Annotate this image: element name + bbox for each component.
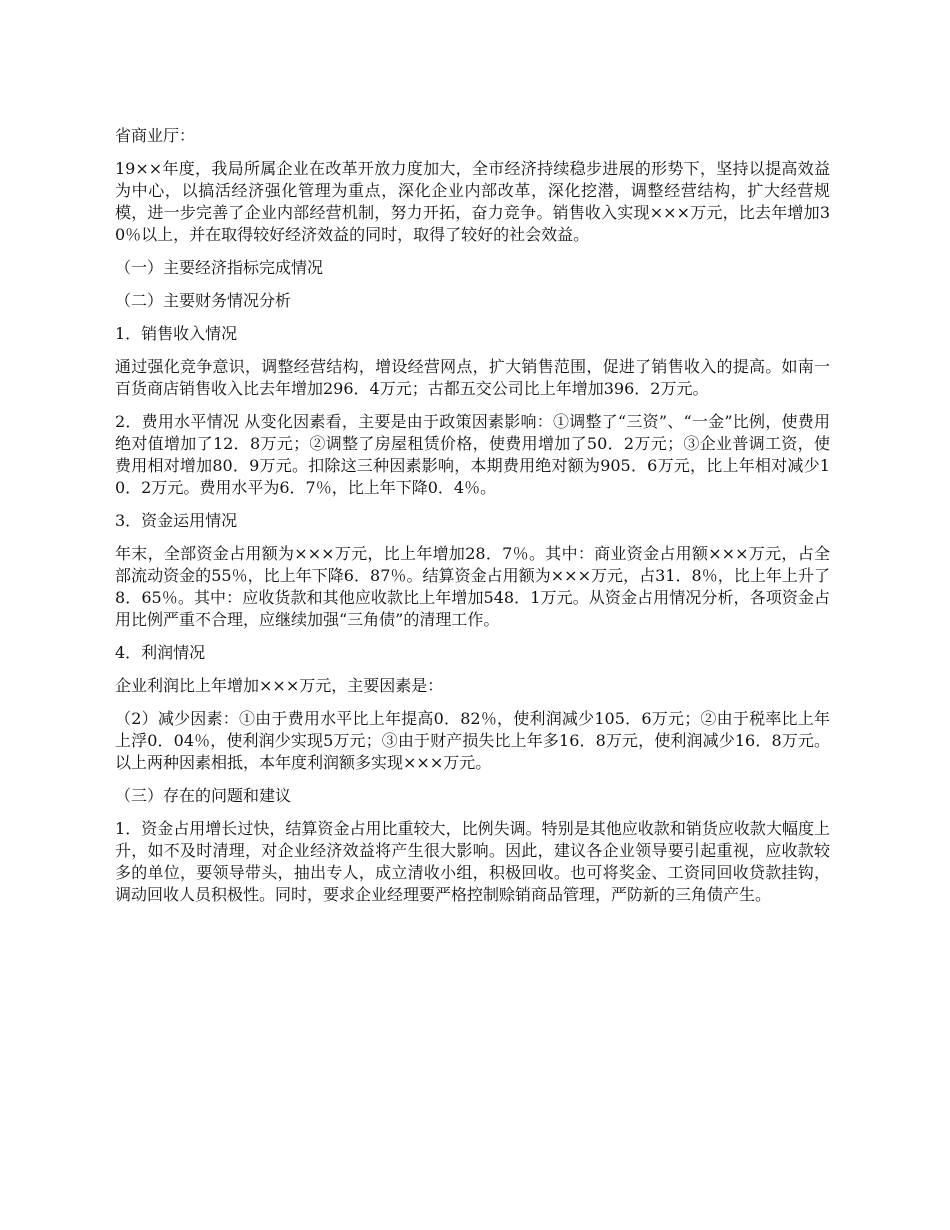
sales-paragraph: 通过强化竞争意识，调整经营结构，增设经营网点，扩大销售范围，促进了销售收入的提高。如南一百货商店销售收入比去年增加296．4万元；古都五交公司比上年增加396．2万元。 bbox=[115, 357, 830, 398]
document-body bbox=[115, 125, 830, 917]
section-heading-3: （三）存在的问题和建议 bbox=[115, 786, 292, 805]
funds-paragraph: 年末，全部资金占用额为×××万元，比上年增加28．7％。其中：商业资金占用额×××万元，占全部流动资金的55％，比上年下降6．87％。结算资金占用额为×××万元，占31．8％，比上年上升了8．65％。其中：应收货款和其他应收款比上年增加548．1万元。从资金占用情况分析，各项资金占用比例严重不合理，应继续加强“三角债”的清理工作。 bbox=[115, 544, 830, 629]
subheading-profit: 4．利润情况 bbox=[115, 643, 206, 662]
intro-paragraph: 19××年度，我局所属企业在改革开放力度加大，全市经济持续稳步进展的形势下，坚持以提高效益为中心，以搞活经济强化管理为重点，深化企业内部改革，深化挖潜，调整经营结构，扩大经营规模，进一步完善了企业内部经营机制，努力开拓，奋力竞争。销售收入实现×××万元，比去年增加30％以上，并在取得较好经济效益的同时，取得了较好的社会效益。 bbox=[115, 159, 830, 244]
profit-intro-paragraph: 企业利润比上年增加×××万元，主要因素是： bbox=[115, 676, 444, 695]
salutation: 省商业厅： bbox=[115, 126, 196, 145]
subheading-funds: 3．资金运用情况 bbox=[115, 511, 238, 530]
subheading-sales: 1．销售收入情况 bbox=[115, 324, 238, 343]
section-heading-2: （二）主要财务情况分析 bbox=[115, 291, 292, 310]
expense-paragraph: 2．费用水平情况 从变化因素看，主要是由于政策因素影响：①调整了“三资”、“一金”比例，使费用绝对值增加了12．8万元；②调整了房屋租赁价格，使费用增加了50．2万元；③企业普调工资，使费用相对增加80．9万元。扣除这三种因素影响，本期费用绝对额为905．6万元，比上年相对减少10．2万元。费用水平为6．7％，比上年下降0．4％。 bbox=[115, 412, 830, 497]
suggestion-paragraph: 1．资金占用增长过快，结算资金占用比重较大，比例失调。特别是其他应收款和销货应收款大幅度上升，如不及时清理，对企业经济效益将产生很大影响。因此，建议各企业领导要引起重视，应收款较多的单位，要领导带头，抽出专人，成立清收小组，积极回收。也可将奖金、工资同回收贷款挂钩，调动回收人员积极性。同时，要求企业经理要严格控制赊销商品管理，严防新的三角债产生。 bbox=[115, 819, 830, 904]
section-heading-1: （一）主要经济指标完成情况 bbox=[115, 258, 324, 277]
profit-reduction-paragraph: （2）减少因素：①由于费用水平比上年提高0．82％，使利润减少105．6万元；②由于税率比上年上浮0．04％，使利润少实现5万元；③由于财产损失比上年多16．8万元，使利润减少16．8万元。以上两种因素相抵，本年度利润额多实现×××万元。 bbox=[115, 709, 830, 772]
